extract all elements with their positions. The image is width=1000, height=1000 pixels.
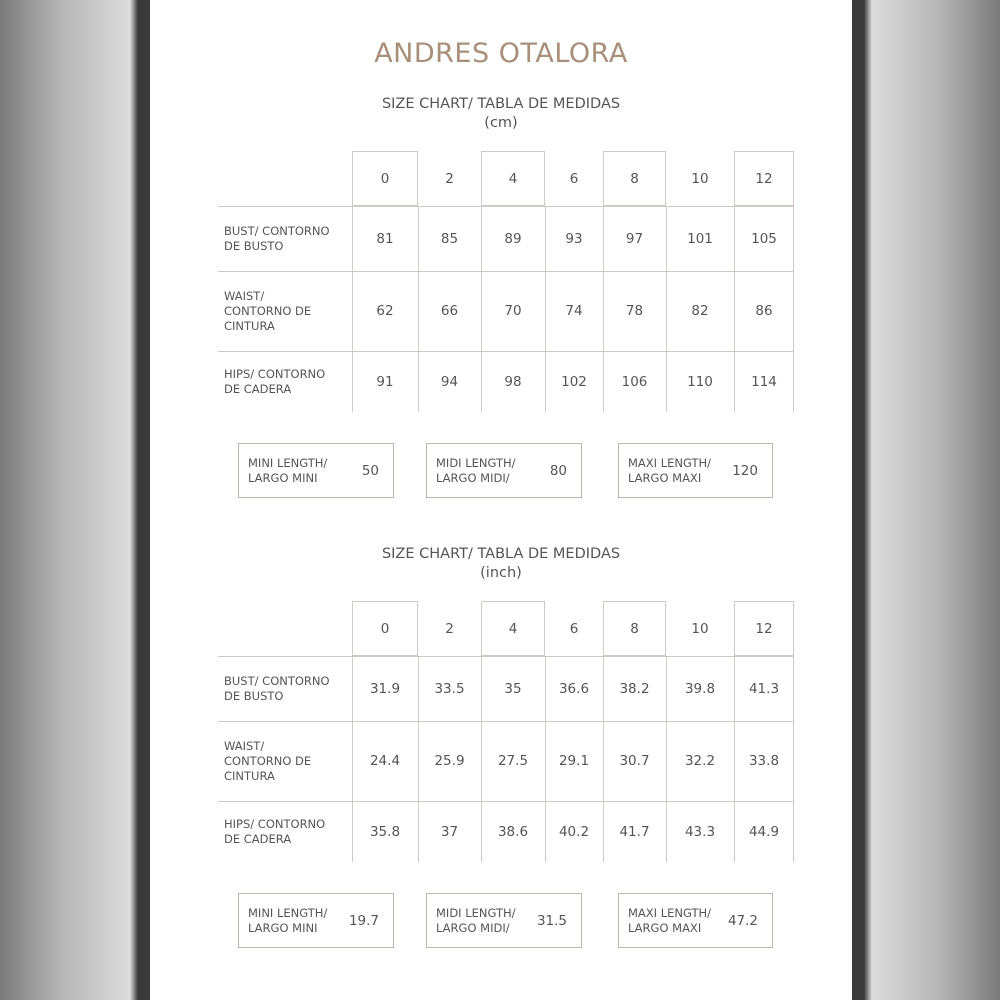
- inch-cell: 31.9: [369, 680, 401, 697]
- cm-cell: 102: [561, 373, 587, 390]
- inch-cell: 38.2: [619, 680, 650, 697]
- inch-cell: 44.9: [748, 823, 780, 840]
- cm-length-label: MINI LENGTH/ LARGO MINI: [248, 455, 328, 485]
- cm-size-header-2: 2: [445, 170, 454, 187]
- cm-length-box: [238, 443, 394, 498]
- inch-cell: 35.8: [369, 823, 401, 840]
- inch-length-label: MIDI LENGTH/ LARGO MIDI/: [436, 905, 516, 935]
- inch-length-label: MINI LENGTH/ LARGO MINI: [248, 905, 328, 935]
- inch-cell: 36.6: [558, 680, 590, 697]
- cm-length-value: 80: [549, 462, 567, 479]
- inch-length-value: 31.5: [536, 912, 567, 929]
- inch-size-header-0: 0: [352, 601, 418, 656]
- cm-length-box: [618, 443, 773, 498]
- inch-cell: 43.3: [684, 823, 716, 840]
- inch-row-label: HIPS/ CONTORNO DE CADERA: [224, 816, 326, 846]
- cm-cell: 85: [440, 230, 459, 247]
- inch-row-label: WAIST/ CONTORNO DE CINTURA: [224, 738, 312, 783]
- cm-row-label: BUST/ CONTORNO DE BUSTO: [224, 223, 330, 253]
- inch-cell: 40.2: [558, 823, 590, 840]
- cm-section-title: [150, 95, 852, 133]
- cm-row-label: HIPS/ CONTORNO DE CADERA: [224, 366, 326, 396]
- cm-length-label: MAXI LENGTH/ LARGO MAXI: [628, 455, 712, 485]
- inch-length-box: [426, 893, 582, 948]
- inch-cell: 32.2: [684, 753, 716, 769]
- cm-length-value: 50: [361, 462, 379, 479]
- cm-cell: 114: [751, 373, 777, 390]
- cm-cell: 98: [504, 373, 522, 390]
- inch-cell: 25.9: [434, 753, 465, 769]
- cm-length-box: [426, 443, 582, 498]
- inch-size-header-12: 12: [734, 601, 794, 656]
- cm-cell: 81: [376, 230, 394, 247]
- inch-cell: 24.4: [369, 753, 401, 769]
- cm-cell: 86: [755, 303, 773, 319]
- cm-cell: 82: [691, 303, 709, 319]
- inch-cell: 33.5: [434, 680, 465, 697]
- cm-cell: 78: [625, 303, 644, 319]
- cm-length-label: MIDI LENGTH/ LARGO MIDI/: [436, 455, 516, 485]
- inch-unit: (inch): [480, 565, 522, 581]
- inch-cell: 38.6: [497, 823, 529, 840]
- cm-cell: 94: [440, 373, 459, 390]
- inch-length-box: [238, 893, 394, 948]
- inch-length-label: MAXI LENGTH/ LARGO MAXI: [628, 905, 712, 935]
- brand-title: ANDRES OTALORA: [374, 38, 628, 69]
- cm-cell: 74: [565, 303, 583, 319]
- inch-length-value: 19.7: [348, 912, 379, 929]
- inch-row-label: BUST/ CONTORNO DE BUSTO: [224, 673, 330, 703]
- cm-size-header-12: 12: [734, 151, 794, 206]
- cm-cell: 93: [565, 230, 583, 247]
- inch-length-box: [618, 893, 773, 948]
- inch-cell: 39.8: [684, 680, 716, 697]
- inch-cell: 30.7: [619, 753, 650, 769]
- inch-cell: 27.5: [497, 753, 529, 769]
- cm-cell: 97: [625, 230, 644, 247]
- inch-size-header-10: 10: [691, 620, 709, 637]
- cm-cell: 110: [687, 373, 713, 390]
- cm-size-header-4: 4: [481, 151, 545, 206]
- inch-size-header-4: 4: [481, 601, 545, 656]
- cm-length-value: 120: [732, 462, 758, 479]
- cm-cell: 91: [376, 373, 394, 390]
- cm-cell: 66: [440, 303, 459, 319]
- cm-size-header-10: 10: [691, 170, 709, 187]
- cm-cell: 62: [376, 303, 394, 319]
- size-chart-page: [150, 0, 852, 1000]
- cm-cell: 106: [621, 373, 648, 390]
- cm-cell: 101: [687, 230, 713, 247]
- cm-size-header-6: 6: [569, 170, 579, 187]
- inch-size-header-2: 2: [445, 620, 454, 637]
- cm-cell: 89: [504, 230, 522, 247]
- cm-title: SIZE CHART/ TABLA DE MEDIDAS: [381, 96, 621, 112]
- inch-length-value: 47.2: [727, 912, 758, 929]
- inch-cell: 35: [504, 680, 522, 697]
- cm-size-header-8: 8: [603, 151, 666, 206]
- inch-title: SIZE CHART/ TABLA DE MEDIDAS: [381, 546, 621, 562]
- cm-row-label: WAIST/ CONTORNO DE CINTURA: [224, 288, 312, 333]
- inch-cell: 29.1: [558, 753, 590, 769]
- cm-cell: 70: [504, 303, 522, 319]
- inch-section-title: [150, 545, 852, 583]
- cm-cell: 105: [751, 230, 777, 247]
- inch-size-header-6: 6: [569, 620, 579, 637]
- inch-size-header-8: 8: [603, 601, 666, 656]
- cm-unit: (cm): [484, 115, 518, 131]
- inch-cell: 33.8: [748, 753, 780, 769]
- cm-size-header-0: 0: [352, 151, 418, 206]
- inch-cell: 37: [440, 823, 459, 840]
- inch-cell: 41.3: [748, 680, 780, 697]
- inch-cell: 41.7: [619, 823, 650, 840]
